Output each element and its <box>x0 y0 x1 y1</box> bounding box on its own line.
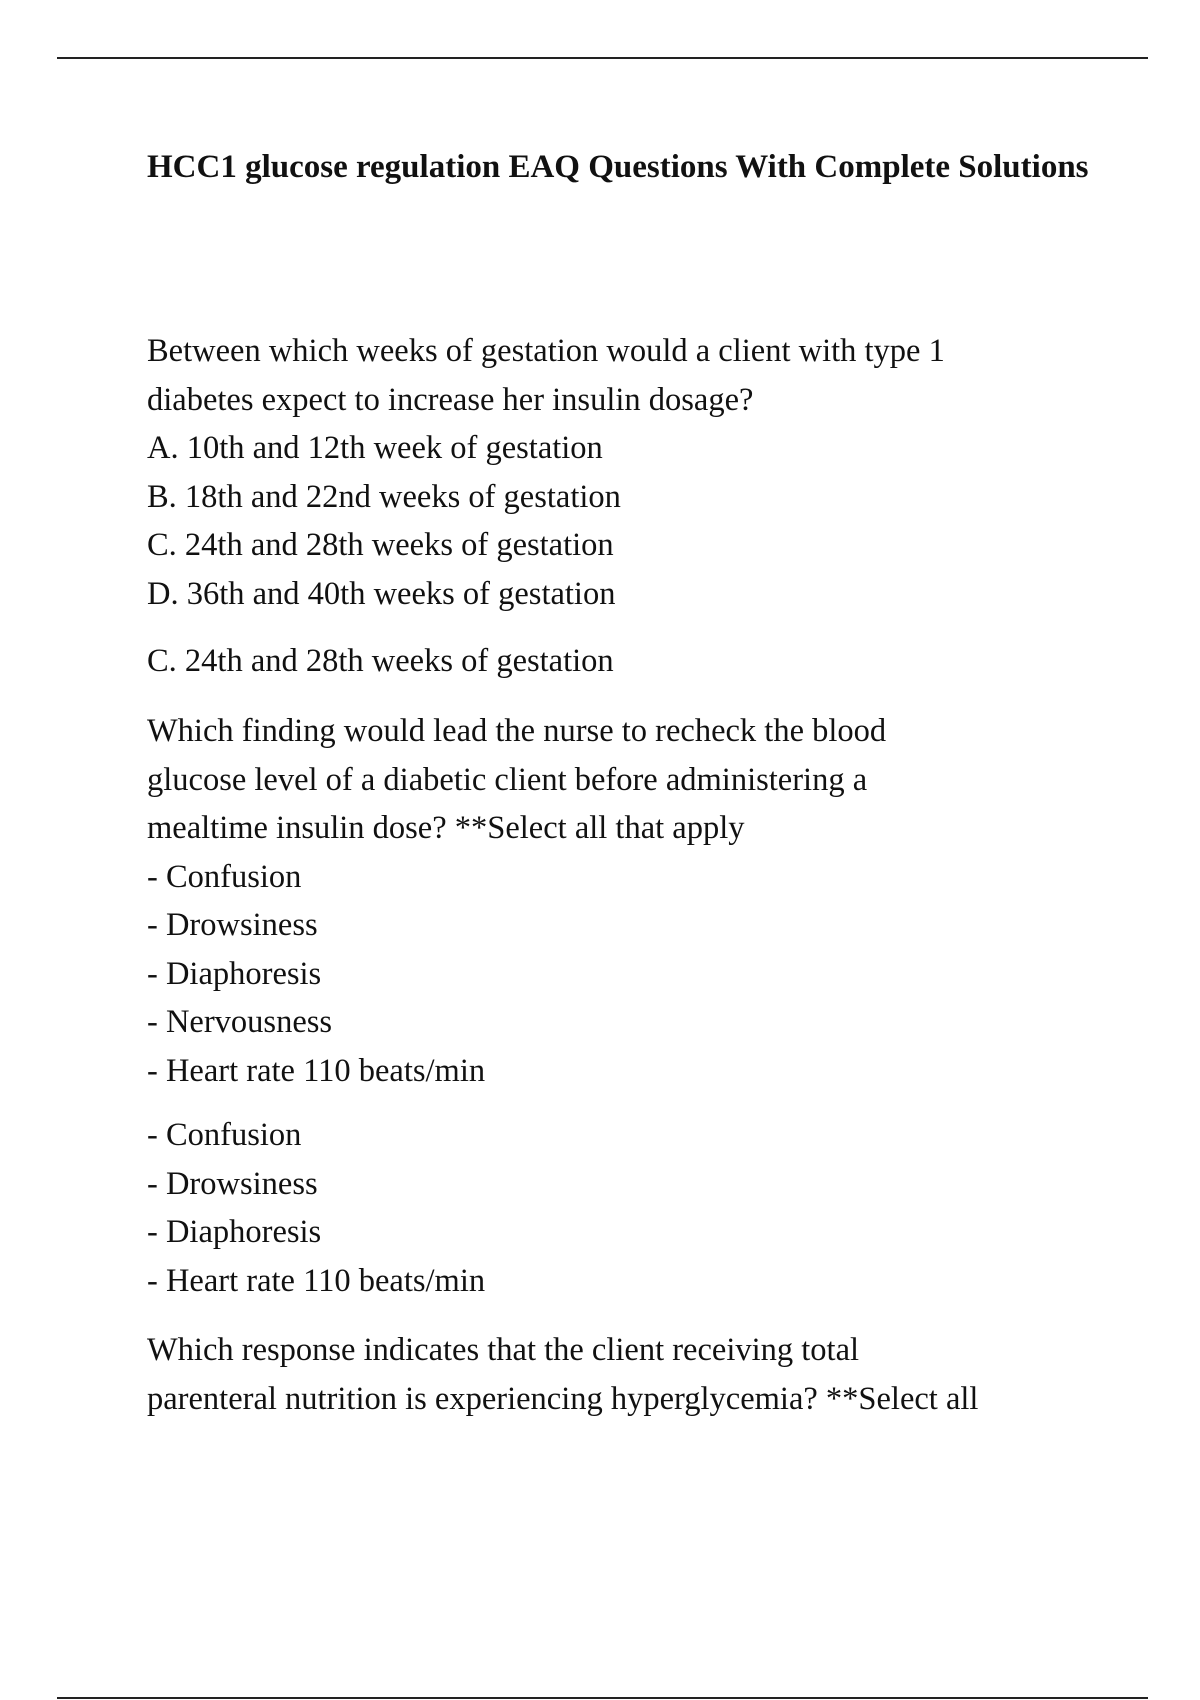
bottom-rule <box>57 1697 1148 1699</box>
option: - Diaphoresis <box>147 955 322 992</box>
question-3 <box>147 1326 1107 1423</box>
option: - Drowsiness <box>147 907 318 943</box>
question-2 <box>147 707 1107 1095</box>
option: - Confusion <box>147 858 302 895</box>
answer-2 <box>147 1111 1107 1305</box>
answer-text: - Diaphoresis <box>147 1214 322 1250</box>
question-text: diabetes expect to increase her insulin dosage? <box>147 381 754 418</box>
answer-text: - Confusion <box>147 1117 302 1153</box>
answer-text: - Drowsiness <box>147 1165 318 1202</box>
question-text: Which response indicates that the client receiving total <box>147 1332 860 1368</box>
answer-text: C. 24th and 28th weeks of gestation <box>147 643 614 679</box>
option: - Nervousness <box>147 1004 333 1040</box>
top-rule <box>57 57 1148 59</box>
page-title: HCC1 glucose regulation EAQ Questions With Complete Solutions <box>147 149 1089 185</box>
answer-text: - Heart rate 110 beats/min <box>147 1262 486 1299</box>
option: - Heart rate 110 beats/min <box>147 1052 486 1089</box>
option: C. 24th and 28th weeks of gestation <box>147 527 614 563</box>
question-text: Which finding would lead the nurse to recheck the blood <box>147 713 887 749</box>
option: A. 10th and 12th week of gestation <box>147 430 603 466</box>
question-text: mealtime insulin dose? **Select all that apply <box>147 810 745 846</box>
question-text: parenteral nutrition is experiencing hyperglycemia? **Select all <box>147 1380 979 1417</box>
answer-1 <box>147 637 1107 686</box>
question-text: Between which weeks of gestation would a client with type 1 <box>147 333 945 369</box>
option: B. 18th and 22nd weeks of gestation <box>147 478 621 515</box>
question-text: glucose level of a diabetic client before administering a <box>147 761 868 798</box>
option: D. 36th and 40th weeks of gestation <box>147 575 616 612</box>
question-1 <box>147 327 1107 618</box>
